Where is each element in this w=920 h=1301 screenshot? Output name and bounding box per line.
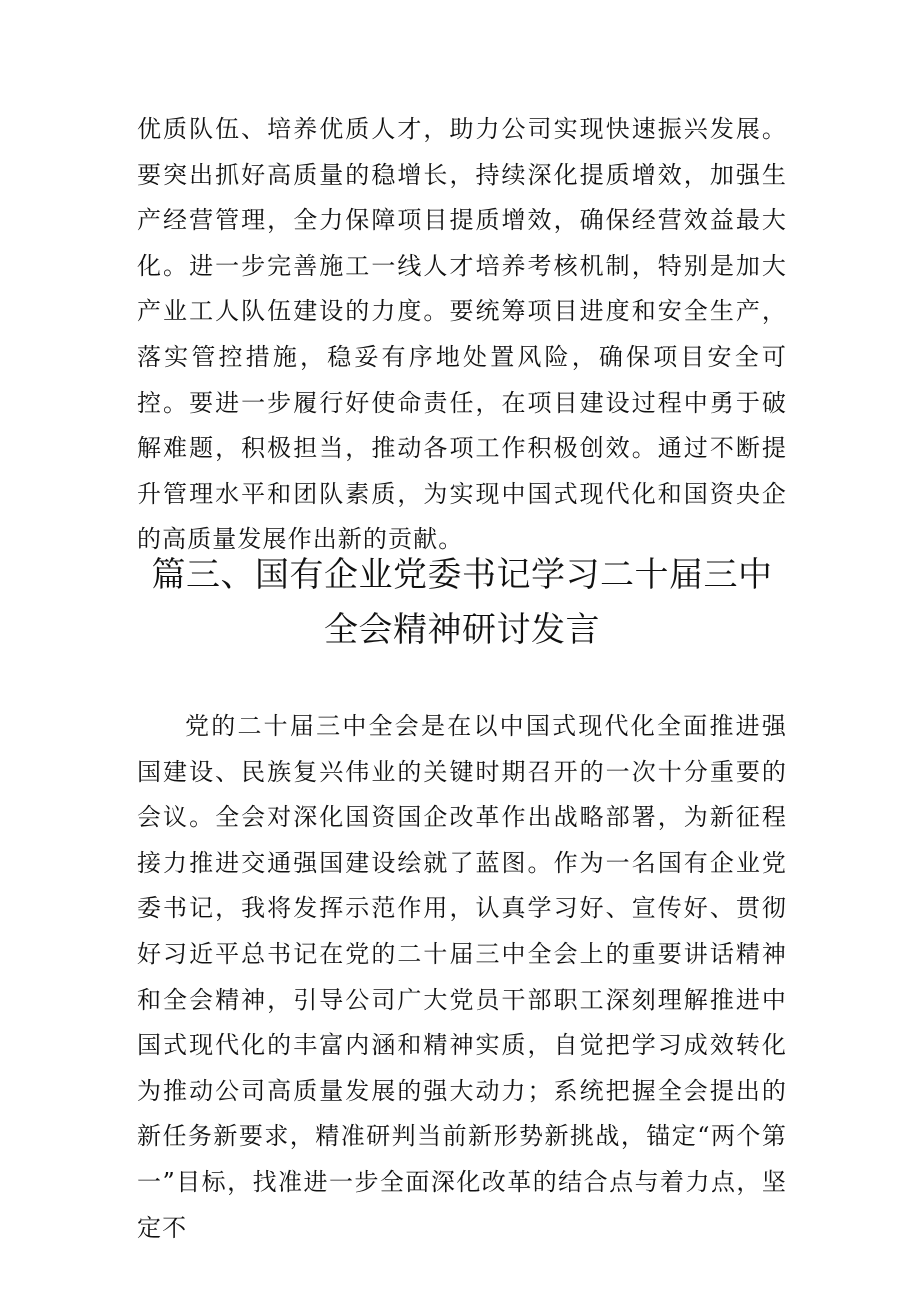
paragraph-body: 党的二十届三中全会是在以中国式现代化全面推进强国建设、民族复兴伟业的关键时期召开的一次十分重要的会议。全会对深化国资国企改革作出战略部署，为新征程接力推进交通强国建设绘就了蓝图。作为一名国有企业党委书记，我将发挥示范作用，认真学习好、宣传好、贯彻好习近平总书记在党的二十届三中全会上的重要讲话精神和全会精神，引导公司广大党员干部职工深刻理解推进中国式现代化的丰富内涵和精神实质，自觉把学习成效转化为推动公司高质量发展的强大动力；系统把握全会提出的新任务新要求，精准研判当前新形势新挑战，锚定“两个第一”目标，找准进一步全面深化改革的结合点与着力点，坚定不 [137, 712, 787, 1242]
section-heading: 篇三、国有企业党委书记学习二十届三中全会精神研讨发言 [151, 555, 773, 650]
paragraph-continuation: 优质队伍、培养优质人才，助力公司实现快速振兴发展。要突出抓好高质量的稳增长，持续深化提质增效，加强生产经营管理，全力保障项目提质增效，确保经营效益最大化。进一步完善施工一线人才培养考核机制，特别是加大产业工人队伍建设的力度。要统筹项目进度和安全生产，落实管控措施，稳妥有序地处置风险，确保项目安全可控。要进一步履行好使命责任，在项目建设过程中勇于破解难题，积极担当，推动各项工作积极创效。通过不断提升管理水平和团队素质，为实现中国式现代化和国资央企的高质量发展作出新的贡献。 [137, 115, 787, 554]
